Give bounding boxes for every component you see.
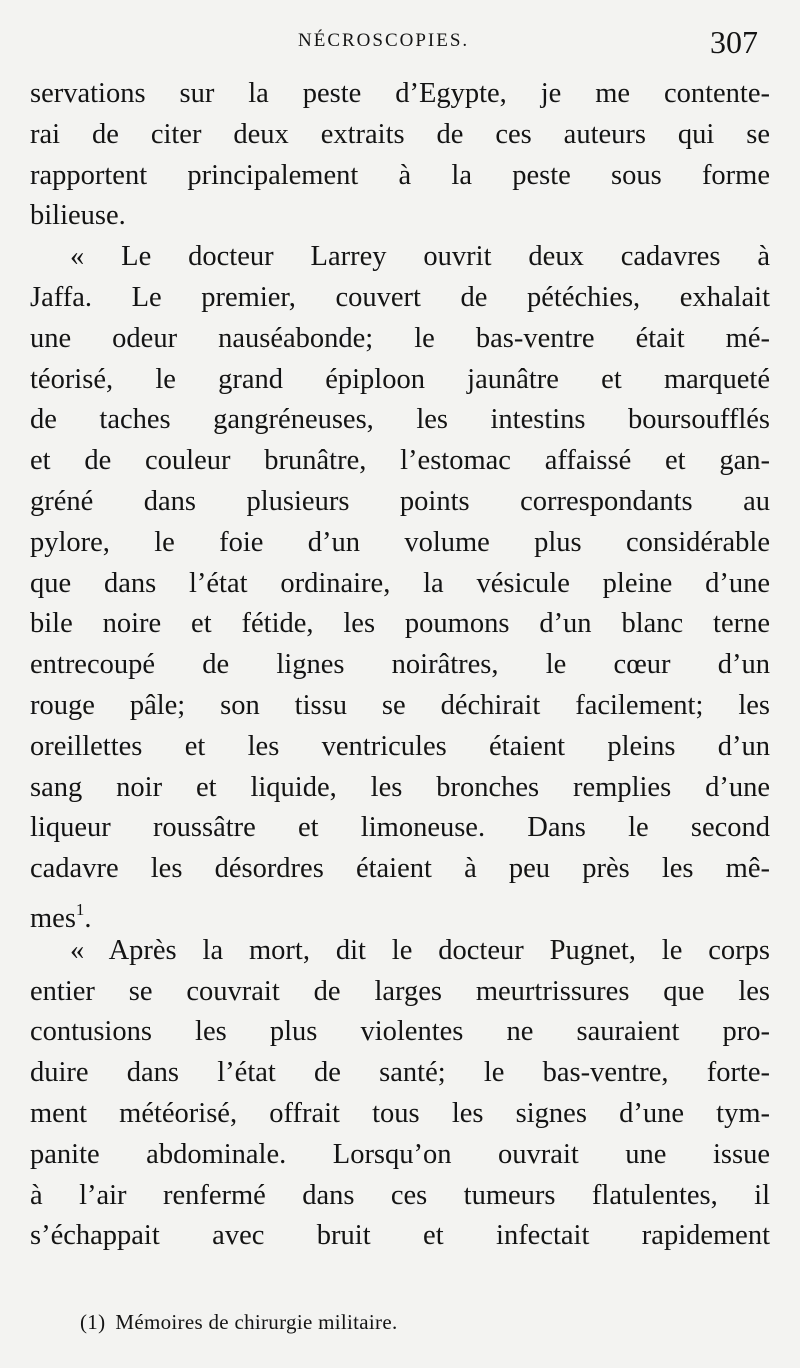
text-line: mes <box>30 902 76 934</box>
footnote-reference: 1 <box>75 899 85 919</box>
text-line: Jaffa. Le premier, couvert de pétéchies, exhalait <box>30 281 770 313</box>
text-line-with-footnote <box>30 890 770 934</box>
text-line: entier se couvrait de larges meurtrissures que les <box>30 975 770 1007</box>
text-line: « Après la mort, dit le docteur Pugnet, le corps <box>70 934 770 966</box>
text-line: gréné dans plusieurs points correspondants au <box>30 485 770 517</box>
text-line: panite abdominale. Lorsqu’on ouvrait une issue <box>30 1138 770 1170</box>
text-line: ment météorisé, offrait tous les signes d’une tym- <box>30 1097 770 1129</box>
text-line: une odeur nauséabonde; le bas-ventre était mé- <box>30 322 770 354</box>
text-line: s’échappait avec bruit et infectait rapidement <box>30 1220 770 1252</box>
text-line: pylore, le foie d’un volume plus considérable <box>30 526 770 558</box>
page-number: 307 <box>710 24 758 60</box>
text-line: rai de citer deux extraits de ces auteurs qui se <box>30 118 770 150</box>
text-line: servations sur la peste d’Egypte, je me contente- <box>30 78 770 109</box>
footnote-mark: (1) <box>80 1310 106 1334</box>
text-line: rapportent principalement à la peste sous forme <box>30 159 770 191</box>
footnote-text: Mémoires de chirurgie militaire. <box>115 1310 398 1334</box>
text-line: à l’air renfermé dans ces tumeurs flatulentes, il <box>30 1179 770 1211</box>
text-line: rouge pâle; son tissu se déchirait facilement; les <box>30 689 770 721</box>
running-head: NÉCROSCOPIES. <box>298 30 470 51</box>
text-line: et de couleur brunâtre, l’estomac affaissé et gan- <box>30 445 770 477</box>
text-line: de taches gangréneuses, les intestins boursoufflés <box>30 404 770 436</box>
text-line: entrecoupé de lignes noirâtres, le cœur d’un <box>30 649 770 681</box>
text-line: contusions les plus violentes ne sauraient pro- <box>30 1016 770 1048</box>
text-line: bilieuse. <box>30 200 126 232</box>
text-line: liqueur roussâtre et limoneuse. Dans le second <box>30 812 770 844</box>
text-line: sang noir et liquide, les bronches remplies d’une <box>30 771 770 803</box>
text-line: « Le docteur Larrey ouvrit deux cadavres à <box>70 241 770 273</box>
text-line: duire dans l’état de santé; le bas-ventre, forte- <box>30 1057 770 1089</box>
footnote-reference-period: . <box>84 902 92 934</box>
text-line: téorisé, le grand épiploon jaunâtre et marqueté <box>30 363 770 395</box>
body-text <box>30 74 770 1257</box>
text-line: oreillettes et les ventricules étaient pleins d’un <box>30 730 770 762</box>
text-line: bile noire et fétide, les poumons d’un blanc terne <box>30 608 770 640</box>
text-line: que dans l’état ordinaire, la vésicule pleine d’une <box>30 567 770 599</box>
text-line: cadavre les désordres étaient à peu près les mê- <box>30 853 770 885</box>
footnote <box>80 1310 398 1335</box>
